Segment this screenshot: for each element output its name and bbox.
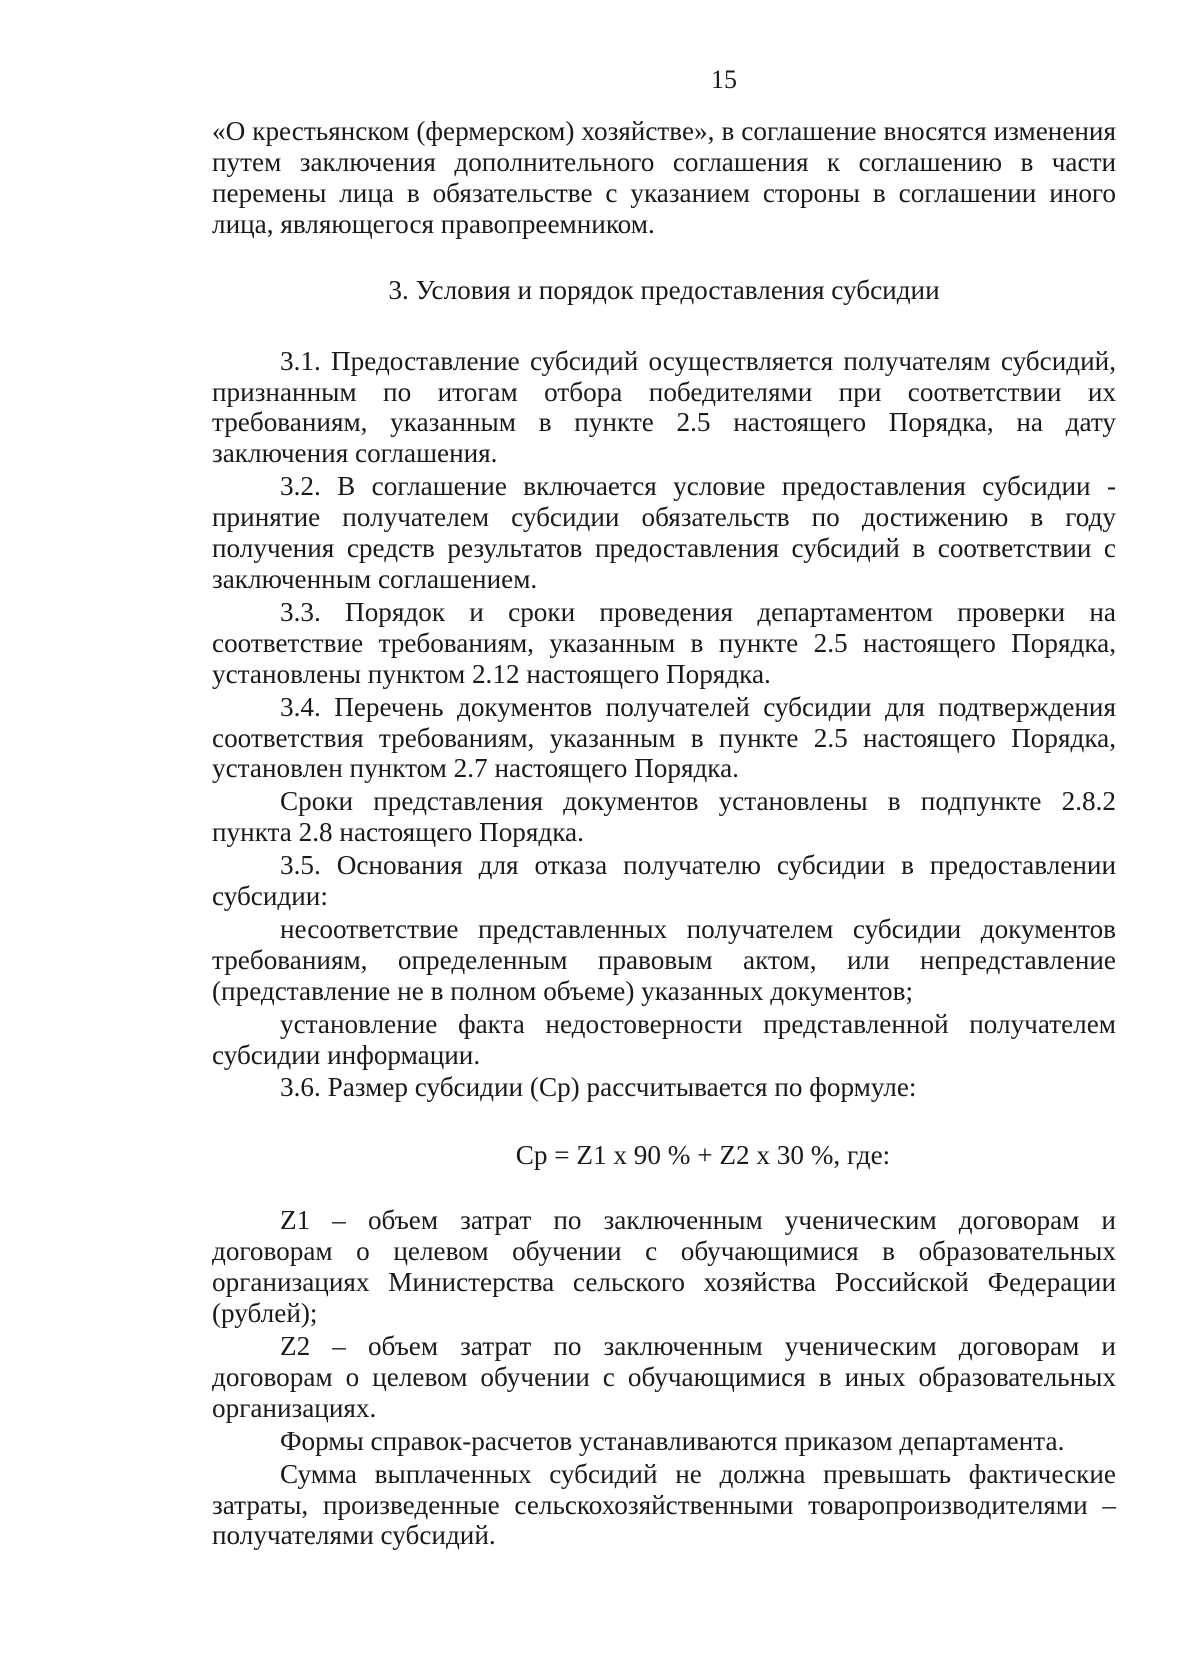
page-number: 15 (711, 65, 737, 94)
paragraph-3-4-deadlines: Сроки представления документов установлены в подпункте 2.8.2 пункта 2.8 настоящего Порядка. (212, 786, 1116, 848)
paragraph-3-2: 3.2. В соглашение включается условие предоставления субсидии - принятие получателем субсидии обязательств по достижению в году получения средств результатов предоставления субсидий в соответствии с заключенным соглашением. (212, 471, 1116, 594)
paragraph-3-5-ground-2: установление факта недостоверности представленной получателем субсидии информации. (212, 1008, 1116, 1070)
paragraph-3-4: 3.4. Перечень документов получателей субсидии для подтверждения соответствия требованиям, указанным в пункте 2.5 настоящего Порядка, установлен пунктом 2.7 настоящего Порядка. (212, 691, 1116, 784)
paragraph-3-5-ground-1: несоответствие представленных получателем субсидии документов требованиям, определенным правовым актом, или непредставление (представление не в полном объеме) указанных документов; (212, 913, 1116, 1006)
paragraph-forms: Формы справок-расчетов устанавливаются приказом департамента. (280, 1425, 1065, 1456)
definition-z1: Z1 – объем затрат по заключенным ученическим договорам и договорам о целевом обучении с обучающимися в образовательных организациях Министерства сельского хозяйства Российской Федерации (рублей); (212, 1205, 1116, 1329)
paragraph-3-1: 3.1. Предоставление субсидий осуществляется получателям субсидий, признанным по итогам отбора победителями при соответствии их требованиям, указанным в пункте 2.5 настоящего Порядка, на дату заключения соглашения. (212, 345, 1116, 469)
paragraph-3-5: 3.5. Основания для отказа получателю субсидии в предоставлении субсидии: (212, 850, 1116, 912)
paragraph-3-3: 3.3. Порядок и сроки проведения департаментом проверки на соответствие требованиям, указанным в пункте 2.5 настоящего Порядка, установлены пунктом 2.12 настоящего Порядка. (212, 596, 1116, 689)
paragraph-3-6: 3.6. Размер субсидии (Ср) рассчитывается по формуле: (280, 1072, 917, 1103)
definition-z2: Z2 – объем затрат по заключенным ученическим договорам и договорам о целевом обучении с обучающимися в иных образовательных организациях. (212, 1331, 1116, 1423)
section-heading: 3. Условия и порядок предоставления субсидии (388, 274, 940, 305)
subsidy-formula: Ср = Z1 х 90 % + Z2 х 30 %, где: (515, 1140, 891, 1171)
paragraph-sum-limit: Сумма выплаченных субсидий не должна превышать фактические затраты, произведенные сельскохозяйственными товаропроизводителями – получателями субсидий. (212, 1458, 1116, 1551)
intro-paragraph: «О крестьянском (фермерском) хозяйстве», в соглашение вносятся изменения путем заключения дополнительного соглашения к соглашению в части перемены лица в обязательстве с указанием стороны в соглашении иного лица, являющегося правопреемником. (212, 116, 1116, 239)
document-page (212, 60, 1116, 1551)
